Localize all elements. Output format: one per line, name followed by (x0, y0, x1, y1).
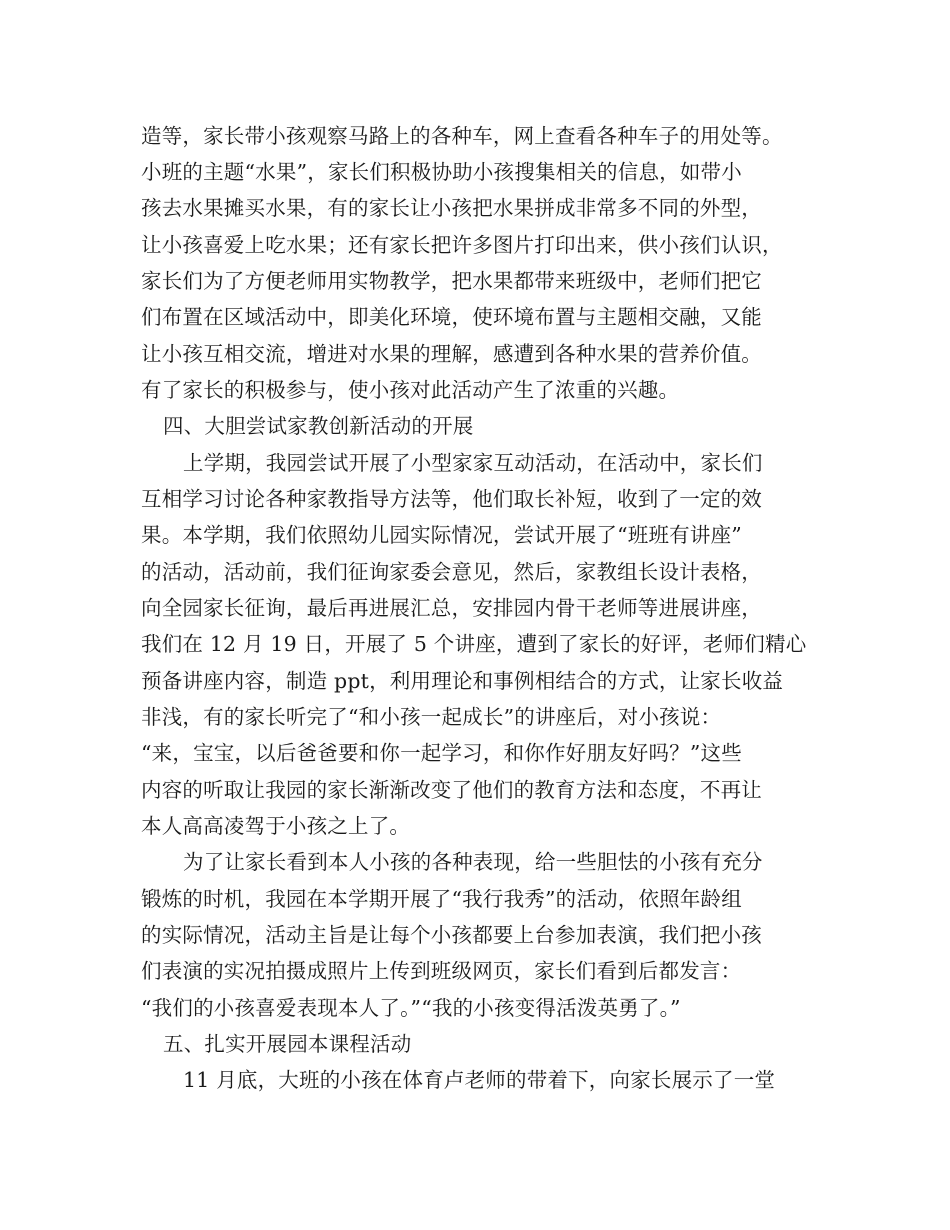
section-heading: 五、扎实开展园本课程活动 (163, 1032, 412, 1056)
body-text-line: 孩去水果摊买水果，有的家长让小孩把水果拼成非常多不同的外型， (141, 196, 762, 220)
body-text-line: 上学期，我园尝试开展了小型家家互动活动，在活动中，家长们 (183, 451, 763, 475)
body-text-line: 为了让家长看到本人小孩的各种表现，给一些胆怯的小孩有充分 (183, 850, 763, 874)
body-text-line: 果。本学期，我们依照幼儿园实际情况，尝试开展了“班班有讲座” (141, 523, 742, 547)
body-text-line: 11 月底，大班的小孩在体育卢老师的带着下，向家长展示了一堂 (183, 1068, 776, 1092)
body-text-line: 预备讲座内容，制造 ppt，利用理论和事例相结合的方式，让家长收益 (141, 669, 784, 693)
body-text-line: 的实际情况，活动主旨是让每个小孩都要上台参加表演，我们把小孩 (141, 923, 762, 947)
body-text-line: 互相学习讨论各种家教指导方法等，他们取长补短，收到了一定的效 (141, 487, 762, 511)
body-text-line: 让小孩互相交流，增进对水果的理解，感遭到各种水果的营养价值。 (141, 342, 762, 366)
body-text-line: 让小孩喜爱上吃水果；还有家长把许多图片打印出来，供小孩们认识， (141, 233, 783, 257)
body-text-line: “来，宝宝，以后爸爸要和你一起学习，和你作好朋友好吗？”这些 (141, 741, 742, 765)
body-text-line: 非浅，有的家长听完了“和小孩一起成长”的讲座后，对小孩说： (141, 705, 722, 729)
body-text-line: 有了家长的积极参与，使小孩对此活动产生了浓重的兴趣。 (141, 378, 680, 402)
body-text-line: 本人高高凌驾于小孩之上了。 (141, 814, 411, 838)
body-text-line: 造等，家长带小孩观察马路上的各种车，网上查看各种车子的用处等。 (141, 124, 783, 148)
body-text-line: 们表演的实况拍摄成照片上传到班级网页，家长们看到后都发言： (141, 959, 742, 983)
body-text-line: 向全园家长征询，最后再进展汇总，安排园内骨干老师等进展讲座， (141, 596, 762, 620)
body-text-line: 们布置在区域活动中，即美化环境，使环境布置与主题相交融，又能 (141, 305, 762, 329)
body-text-line: “我们的小孩喜爱表现本人了。”“我的小孩变得活泼英勇了。” (141, 996, 681, 1020)
body-text-line: 的活动，活动前，我们征询家委会意见，然后，家教组长设计表格， (141, 560, 762, 584)
section-heading: 四、大胆尝试家教创新活动的开展 (163, 414, 474, 438)
body-text-line: 内容的听取让我园的家长渐渐改变了他们的教育方法和态度，不再让 (141, 778, 762, 802)
body-text-line: 小班的主题“水果”，家长们积极协助小孩搜集相关的信息，如带小 (141, 160, 742, 184)
body-text-line: 锻炼的时机，我园在本学期开展了“我行我秀”的活动，依照年龄组 (141, 887, 742, 911)
body-text-line: 我们在 12 月 19 日，开展了 5 个讲座，遭到了家长的好评，老师们精心 (141, 632, 807, 656)
body-text-line: 家长们为了方便老师用实物教学，把水果都带来班级中，老师们把它 (141, 269, 762, 293)
